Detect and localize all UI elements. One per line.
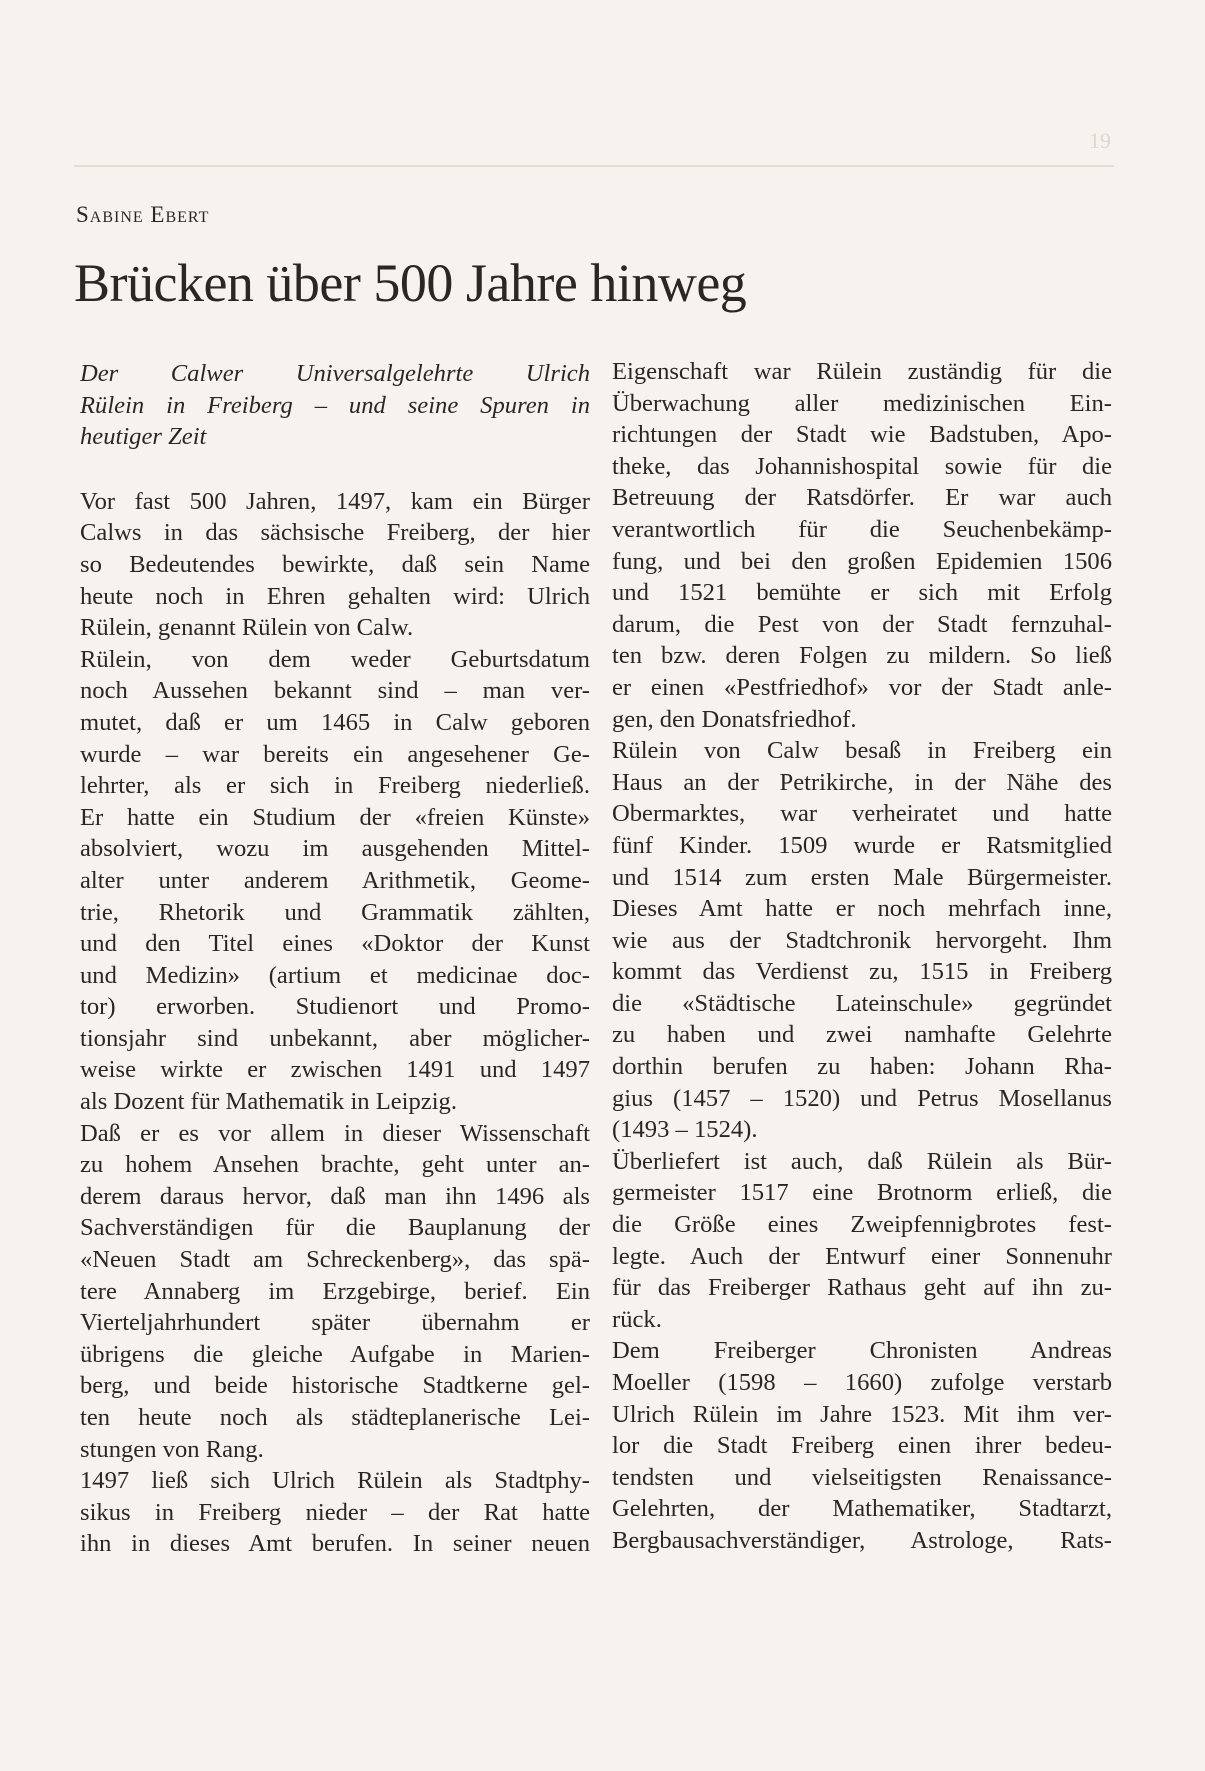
- text-line: Vor fast 500 Jahren, 1497, kam ein Bürger: [80, 487, 590, 515]
- header-rule: [74, 165, 1114, 167]
- author-name: Sabine Ebert: [76, 202, 210, 227]
- text-line: derem daraus hervor, daß man ihn 1496 als: [80, 1182, 590, 1210]
- text-line: 1497 ließ sich Ulrich Rülein als Stadtphy-: [80, 1467, 590, 1495]
- text-line: übrigens die gleiche Aufgabe in Marien-: [80, 1340, 590, 1368]
- text-line: fung, und bei den großen Epidemien 1506: [612, 547, 1112, 575]
- text-line: Dem Freiberger Chronisten Andreas: [612, 1337, 1112, 1365]
- left-column-body: [80, 486, 590, 1560]
- text-line: Calws in das sächsische Freiberg, der hier: [80, 519, 590, 547]
- text-line: ihn in dieses Amt berufen. In seiner neuen: [80, 1530, 590, 1558]
- right-column-body: [612, 356, 1112, 1557]
- text-line: richtungen der Stadt wie Badstuben, Apo-: [612, 421, 1112, 449]
- text-line: gius (1457 – 1520) und Petrus Mosellanus: [612, 1084, 1112, 1112]
- subtitle-line: heutiger Zeit: [80, 423, 207, 451]
- text-line: und den Titel eines «Doktor der Kunst: [80, 930, 590, 958]
- text-line: Gelehrten, der Mathematiker, Stadtarzt,: [612, 1495, 1112, 1523]
- text-line: lor die Stadt Freiberg einen ihrer bedeu-: [612, 1432, 1112, 1460]
- text-line: Daß er es vor allem in dieser Wissenschaft: [80, 1119, 590, 1147]
- text-line: Ulrich Rülein im Jahre 1523. Mit ihm ver-: [612, 1400, 1112, 1428]
- text-line: zu haben und zwei namhafte Gelehrte: [612, 1021, 1112, 1049]
- text-line: Eigenschaft war Rülein zuständig für die: [612, 358, 1112, 385]
- text-line: berg, und beide historische Stadtkerne gel-: [80, 1372, 590, 1400]
- text-line: Dieses Amt hatte er noch mehrfach inne,: [612, 895, 1112, 923]
- subtitle-line: Rülein in Freiberg – und seine Spuren in: [80, 391, 590, 419]
- text-line: Bergbausachverständiger, Astrologe, Rats-: [612, 1526, 1112, 1554]
- text-line: (1493 – 1524).: [612, 1116, 758, 1144]
- text-line: als Dozent für Mathematik in Leipzig.: [80, 1088, 457, 1116]
- text-line: tere Annaberg im Erzgebirge, berief. Ein: [80, 1277, 590, 1305]
- text-line: verantwortlich für die Seuchenbekämp-: [612, 515, 1112, 543]
- text-line: und 1521 bemühte er sich mit Erfolg: [612, 579, 1112, 607]
- text-line: absolviert, wozu im ausgehenden Mittel-: [80, 835, 590, 863]
- text-line: Moeller (1598 – 1660) zufolge verstarb: [612, 1369, 1112, 1396]
- text-line: dorthin berufen zu haben: Johann Rha-: [612, 1053, 1112, 1081]
- text-line: sikus in Freiberg nieder – der Rat hatte: [80, 1498, 590, 1526]
- text-line: die «Städtische Lateinschule» gegründet: [612, 989, 1112, 1017]
- text-line: tendsten und vielseitigsten Renaissance-: [612, 1463, 1112, 1491]
- page-number: 19: [1089, 128, 1111, 153]
- article-title: Brücken über 500 Jahre hinweg: [74, 253, 747, 313]
- text-line: tor) erworben. Studienort und Promo-: [80, 993, 590, 1021]
- text-line: lehrter, als er sich in Freiberg niederließ.: [80, 772, 590, 800]
- text-line: Rülein, von dem weder Geburtsdatum: [80, 645, 590, 673]
- subtitle-line: Der Calwer Universalgelehrte Ulrich: [80, 360, 590, 387]
- text-line: Obermarktes, war verheiratet und hatte: [612, 800, 1112, 828]
- right-column: [612, 356, 1112, 1557]
- text-line: Rülein, genannt Rülein von Calw.: [80, 614, 414, 642]
- text-line: Vierteljahrhundert später übernahm er: [80, 1309, 590, 1337]
- text-line: kommt das Verdienst zu, 1515 in Freiberg: [612, 958, 1112, 986]
- left-column: [80, 358, 590, 1560]
- text-line: Überliefert ist auch, daß Rülein als Bür-: [612, 1147, 1112, 1175]
- text-line: Betreuung der Ratsdörfer. Er war auch: [612, 484, 1112, 512]
- text-line: Haus an der Petrikirche, in der Nähe des: [612, 768, 1112, 796]
- text-line: «Neuen Stadt am Schreckenberg», das spä-: [80, 1246, 590, 1274]
- text-line: Er hatte ein Studium der «freien Künste»: [80, 803, 590, 831]
- text-line: für das Freiberger Rathaus geht auf ihn zu-: [612, 1274, 1112, 1302]
- text-line: und Medizin» (artium et medicinae doc-: [80, 961, 590, 989]
- text-line: darum, die Pest von der Stadt fernzuhal-: [612, 610, 1112, 638]
- text-line: theke, das Johannishospital sowie für die: [612, 452, 1112, 480]
- article-subtitle: [80, 358, 590, 453]
- text-line: legte. Auch der Entwurf einer Sonnenuhr: [612, 1242, 1112, 1270]
- text-line: zu hohem Ansehen brachte, geht unter an-: [80, 1151, 590, 1179]
- text-line: noch Aussehen bekannt sind – man ver-: [80, 677, 590, 705]
- text-line: wie aus der Stadtchronik hervorgeht. Ihm: [612, 926, 1112, 954]
- text-line: fünf Kinder. 1509 wurde er Ratsmitglied: [612, 831, 1112, 859]
- text-line: trie, Rhetorik und Grammatik zählten,: [80, 898, 590, 926]
- text-line: stungen von Rang.: [80, 1435, 264, 1463]
- text-line: Rülein von Calw besaß in Freiberg ein: [612, 737, 1112, 765]
- text-line: heute noch in Ehren gehalten wird: Ulrich: [80, 582, 590, 610]
- text-line: Überwachung aller medizinischen Ein-: [612, 389, 1112, 417]
- text-line: Sachverständigen für die Bauplanung der: [80, 1214, 590, 1242]
- text-line: ten heute noch als städteplanerische Lei-: [80, 1404, 590, 1431]
- text-line: gen, den Donatsfriedhof.: [612, 705, 857, 733]
- text-line: rück.: [612, 1305, 662, 1333]
- text-line: die Größe eines Zweipfennigbrotes fest-: [612, 1211, 1112, 1239]
- text-line: ten bzw. deren Folgen zu mildern. So ließ: [612, 642, 1112, 670]
- text-line: tionsjahr sind unbekannt, aber möglicher-: [80, 1024, 590, 1052]
- text-line: und 1514 zum ersten Male Bürgermeister.: [612, 863, 1112, 891]
- text-line: weise wirkte er zwischen 1491 und 1497: [80, 1056, 590, 1084]
- text-line: germeister 1517 eine Brotnorm erließ, die: [612, 1179, 1112, 1207]
- text-line: so Bedeutendes bewirkte, daß sein Name: [80, 550, 590, 578]
- text-line: wurde – war bereits ein angesehener Ge-: [80, 740, 590, 768]
- text-line: mutet, daß er um 1465 in Calw geboren: [80, 708, 590, 736]
- text-line: er einen «Pestfriedhof» vor der Stadt anle-: [612, 673, 1112, 701]
- text-line: alter unter anderem Arithmetik, Geome-: [80, 866, 590, 894]
